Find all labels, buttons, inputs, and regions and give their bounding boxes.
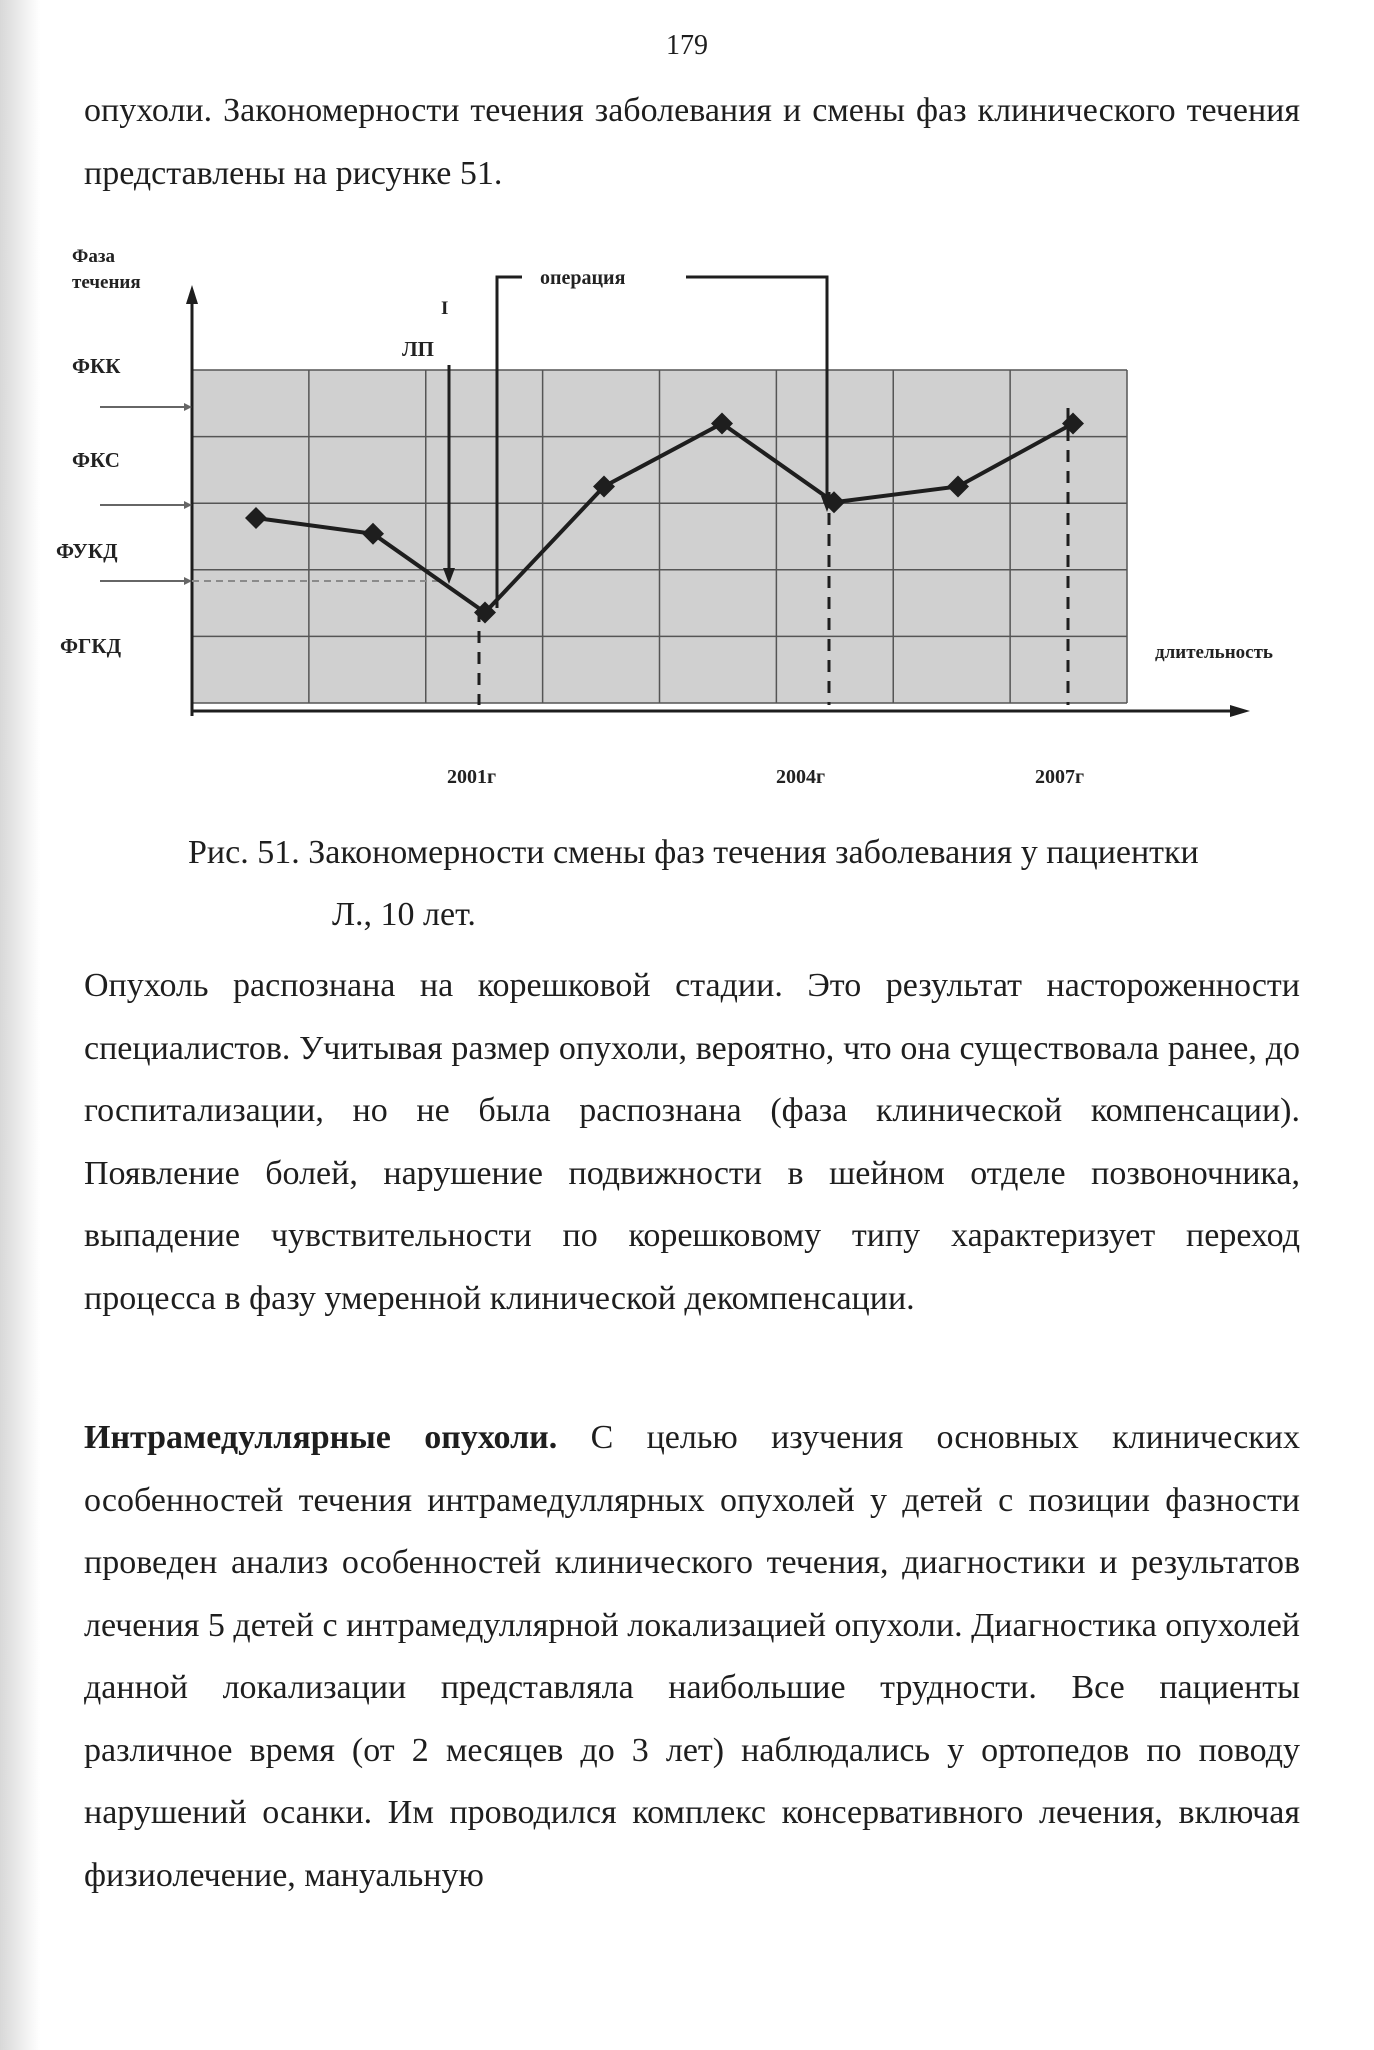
x-tick-2007: 2007г — [1035, 766, 1085, 788]
caption-line-1: Рис. 51. Закономерности смены фаз течения заболевания у пациентки — [188, 834, 1199, 871]
figure-caption — [188, 822, 1300, 946]
y-axis-arrow — [186, 285, 198, 304]
x-tick-2001: 2001г — [447, 766, 497, 788]
lp-label: ЛП — [402, 337, 434, 361]
caption-line-2: Л., 10 лет. — [332, 896, 476, 933]
lp-mark: I — [441, 298, 449, 319]
phase-label-fgkd: ФГКД — [60, 634, 122, 658]
x-tick-2004: 2004г — [776, 766, 826, 788]
x-axis-title: длительность — [1155, 642, 1273, 663]
phase-label-fks: ФКС — [72, 448, 120, 472]
body-paragraph-2-text: С целью изучения основных клинических особенностей течения интрамедуллярных опухолей у детей с позиции фазности проведен анализ особенностей клинического течения, диагностики и результатов лечения 5 детей с интрамедуллярной локализацией опухоли. Диагностика опухолей данной локализации представляла наибольшие трудности. Все пациенты различное время (от 2 месяцев до 3 лет) наблюдались у ортопедов по поводу нарушений осанки. Им проводился комплекс консервативного лечения, включая физиолечение, мануальную — [84, 1419, 1300, 1894]
phase-chart — [0, 240, 1374, 810]
section-heading: Интрамедуллярные опухоли. — [84, 1419, 558, 1456]
page-number: 179 — [666, 30, 708, 61]
x-axis-arrow — [1230, 705, 1250, 717]
body-paragraph-2 — [84, 1407, 1300, 1907]
body-paragraph-1: Опухоль распознана на корешковой стадии. Это результат настороженности специалистов. Учитывая размер опухоли, вероятно, что она существовала ранее, до госпитализации, но не была распознана (фаза клинической компенсации). Появление болей, нарушение подвижности в шейном отделе позвоночника, выпадение чувствительности по корешковому типу характеризует переход процесса в фазу умеренной клинической декомпенсации. — [84, 967, 1300, 1317]
y-axis-title-line1: Фаза — [72, 246, 115, 267]
intro-paragraph: опухоли. Закономерности течения заболевания и смены фаз клинического течения представлены на рисунке 51. — [84, 92, 1300, 192]
phase-label-fukd: ФУКД — [56, 539, 118, 563]
y-axis-title-line2: течения — [72, 272, 141, 293]
operation-label: операция — [540, 267, 626, 289]
phase-label-fkk: ФКК — [72, 354, 121, 378]
